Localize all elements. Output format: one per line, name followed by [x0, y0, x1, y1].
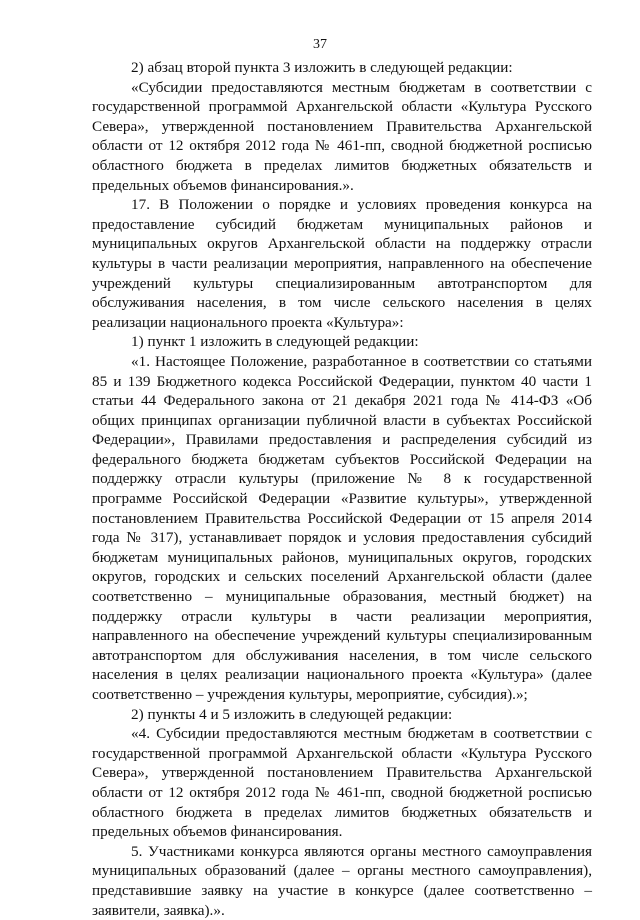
paragraph-subitem-1: 1) пункт 1 изложить в следующей редакции: [131, 333, 419, 351]
paragraph-subitem-2: 2) пункты 4 и 5 изложить в следующей редакции: [131, 705, 453, 723]
page-number: 37 [313, 37, 327, 52]
paragraph-clause-1-quote: «1. Настоящее Положение, разработанное в соответствии со статьями 85 и 139 Бюджетного кодекса Российской Федерации, пунктом 40 части 1 статьи 44 Федерального закона от 21 декабря 2021 года № 414-ФЗ «Об общих принципах организации публичной власти в субъектах Российской Федерации», Правилами предоставления и распределения субсидий из федерального бюджета бюджетам субъектов Российской Федерации на поддержку отрасли культуры (приложение № 8 к государственной программе Российской Федерации «Развитие культуры», утвержденной постановлением Правительства Российской Федерации от 15 апреля 2014 года № 317), устанавливает порядок и условия предоставления субсидий бюджетам муниципальных районов, муниципальных округов, городских округов, городских и сельских поселений Архангельской области (далее соответственно – муниципальные образования, местный бюджет) на поддержку отрасли культуры в части реализации мероприятия, направленного на обеспечение учреждений культуры специализированным автотранспортом для обслуживания населения, в том числе сельского населения в целях реализации национального проекта «Культура» (далее соответственно – учреждения культуры, мероприятие, субсидия).»; [92, 352, 592, 703]
paragraph-clause-4-quote: «4. Субсидии предоставляются местным бюджетам в соответствии с государственной программой Архангельской области «Культура Русского Севера», утвержденной постановлением Правительства Архангельской области от 12 октября 2012 года № 461-пп, сводной бюджетной росписью областного бюджета в пределах лимитов бюджетных обязательств и предельных объемов финансирования. [92, 725, 592, 841]
paragraph-clause-5: 5. Участниками конкурса являются органы местного самоуправления муниципальных образований (далее – органы местного самоуправления), представившие заявку на участие в конкурсе (далее соответственно – заявители, заявка).». [92, 842, 592, 919]
paragraph-item-17: 17. В Положении о порядке и условиях проведения конкурса на предоставление субсидий бюджетам муниципальных районов и муниципальных округов Архангельской области на поддержку отрасли культуры в части реализации мероприятия, направленного на обеспечение учреждений культуры специализированным автотранспортом для обслуживания населения, в том числе сельского населения в целях реализации национального проекта «Культура»: [92, 196, 592, 331]
document-body [92, 58, 592, 920]
paragraph-amendment-item-2: 2) абзац второй пункта 3 изложить в следующей редакции: [131, 59, 513, 76]
paragraph-subsidies-quote: «Субсидии предоставляются местным бюджетам в соответствии с государственной программой Архангельской области «Культура Русского Севера», утвержденной постановлением Правительства Архангельской области от 12 октября 2012 года № 461-пп, сводной бюджетной росписью областного бюджета в пределах лимитов бюджетных обязательств и предельных объемов финансирования.». [92, 78, 592, 194]
